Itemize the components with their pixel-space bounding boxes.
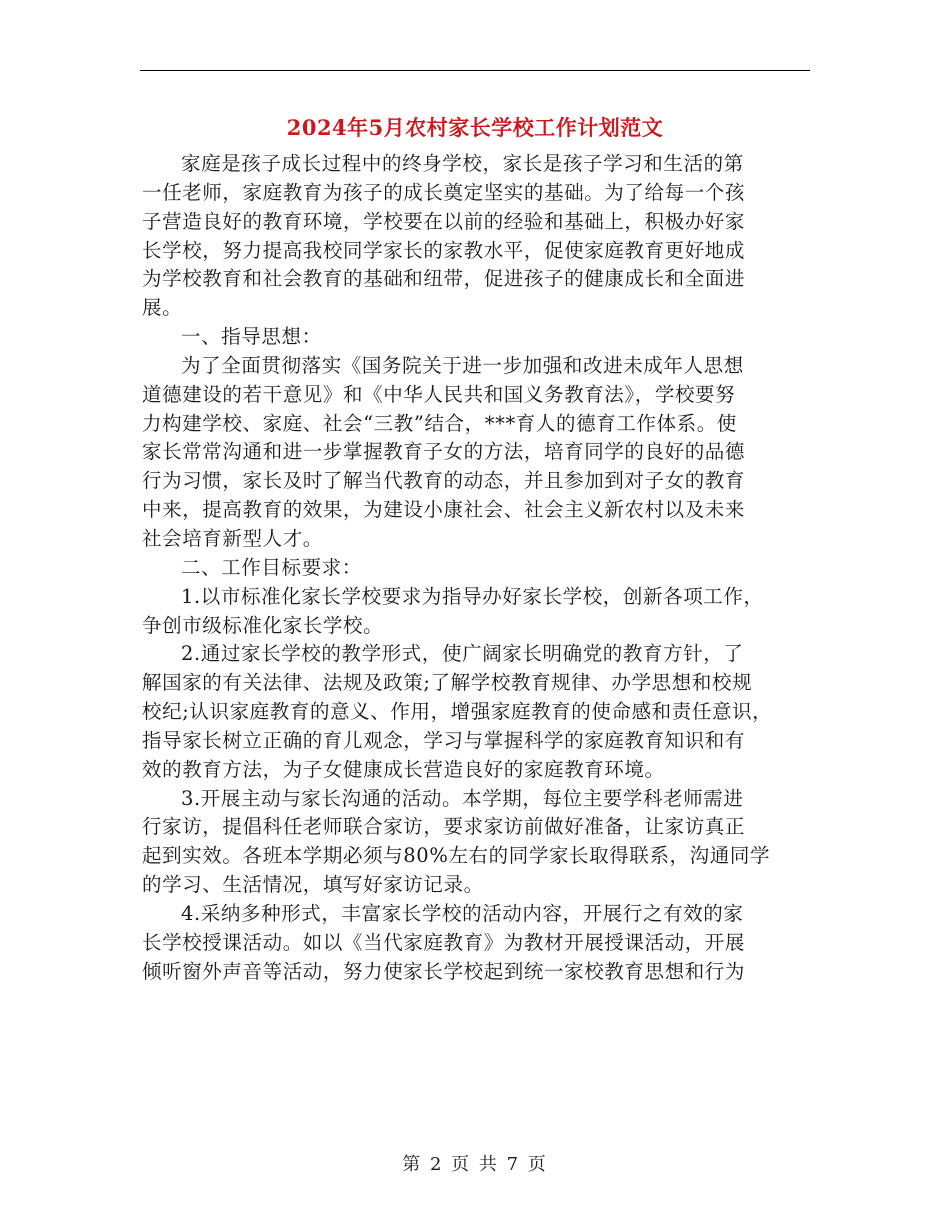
document-body	[142, 150, 810, 986]
paragraph	[142, 554, 810, 583]
paragraph-line: 家庭是孩子成长过程中的终身学校，家长是孩子学习和生活的第	[181, 152, 744, 175]
paragraph-line: 起到实效。各班本学期必须与80%左右的同学家长取得联系，沟通同学	[142, 844, 771, 868]
paragraph-line: 效的教育方法，为子女健康成长营造良好的家庭教育环境。	[142, 757, 665, 781]
paragraph-line: 为了全面贯彻落实《国务院关于进一步加强和改进未成年人思想	[181, 353, 744, 377]
paragraph-line: 展。	[142, 296, 183, 320]
paragraph-line: 校纪;认识家庭教育的意义、作用，增强家庭教育的使命感和责任意识，	[142, 700, 773, 724]
paragraph-line: 中来，提高教育的效果，为建设小康社会、社会主义新农村以及未来	[142, 498, 746, 522]
paragraph-line: 家长常常沟通和进一步掌握教育子女的方法，培育同学的良好的品德	[142, 440, 746, 464]
paragraph-line: 一、指导思想：	[181, 325, 322, 349]
paragraph-line: 倾听窗外声音等活动，努力使家长学校起到统一家校教育思想和行为	[142, 959, 746, 983]
paragraph-line: 子营造良好的教育环境，学校要在以前的经验和基础上，积极办好家	[142, 209, 746, 233]
paragraph-line: 为学校教育和社会教育的基础和纽带，促进孩子的健康成长和全面进	[142, 267, 746, 291]
paragraph-line: 道德建设的若干意见》和《中华人民共和国义务教育法》，学校要努	[142, 382, 736, 406]
paragraph-line: 一任老师，家庭教育为孩子的成长奠定坚实的基础。为了给每一个孩	[142, 180, 746, 204]
paragraph-line: 3.开展主动与家长沟通的活动。本学期，每位主要学科老师需进	[181, 786, 744, 810]
paragraph-line: 二、工作目标要求：	[181, 555, 362, 579]
paragraph-line: 力构建学校、家庭、社会“三教”结合，***育人的德育工作体系。使	[142, 411, 737, 435]
paragraph-line: 行为习惯，家长及时了解当代教育的动态，并且参加到对子女的教育	[142, 469, 746, 493]
paragraph-line: 争创市级标准化家长学校。	[142, 613, 384, 637]
paragraph-line: 4.采纳多种形式，丰富家长学校的活动内容，开展行之有效的家	[181, 901, 744, 925]
paragraph	[142, 785, 810, 900]
paragraph-line: 长学校授课活动。如以《当代家庭教育》为教材开展授课活动，开展	[142, 930, 746, 954]
paragraph-line: 社会培育新型人才。	[142, 526, 323, 550]
paragraph	[142, 640, 810, 784]
paragraph-line: 1.以市标准化家长学校要求为指导办好家长学校，创新各项工作，	[181, 584, 764, 608]
document-title: 2024年5月农村家长学校工作计划范文	[286, 115, 664, 140]
paragraph	[142, 150, 810, 323]
page-footer: 第 2 页 共 7 页	[402, 1154, 548, 1175]
paragraph-line: 指导家长树立正确的育儿观念，学习与掌握科学的家庭教育知识和有	[142, 728, 746, 752]
paragraph-line: 2.通过家长学校的教学形式，使广阔家长明确党的教育方针，了	[181, 642, 744, 666]
paragraph	[142, 352, 810, 554]
paragraph-line: 解国家的有关法律、法规及政策;了解学校教育规律、办学思想和校规	[142, 671, 753, 695]
paragraph	[142, 900, 810, 987]
paragraph-line: 长学校，努力提高我校同学家长的家教水平，促使家庭教育更好地成	[142, 238, 746, 262]
paragraph-line: 的学习、生活情况，填写好家访记录。	[142, 873, 484, 897]
header-rule	[140, 70, 810, 71]
paragraph	[142, 583, 810, 641]
paragraph	[142, 323, 810, 352]
paragraph-line: 行家访，提倡科任老师联合家访，要求家访前做好准备，让家访真正	[142, 815, 746, 839]
